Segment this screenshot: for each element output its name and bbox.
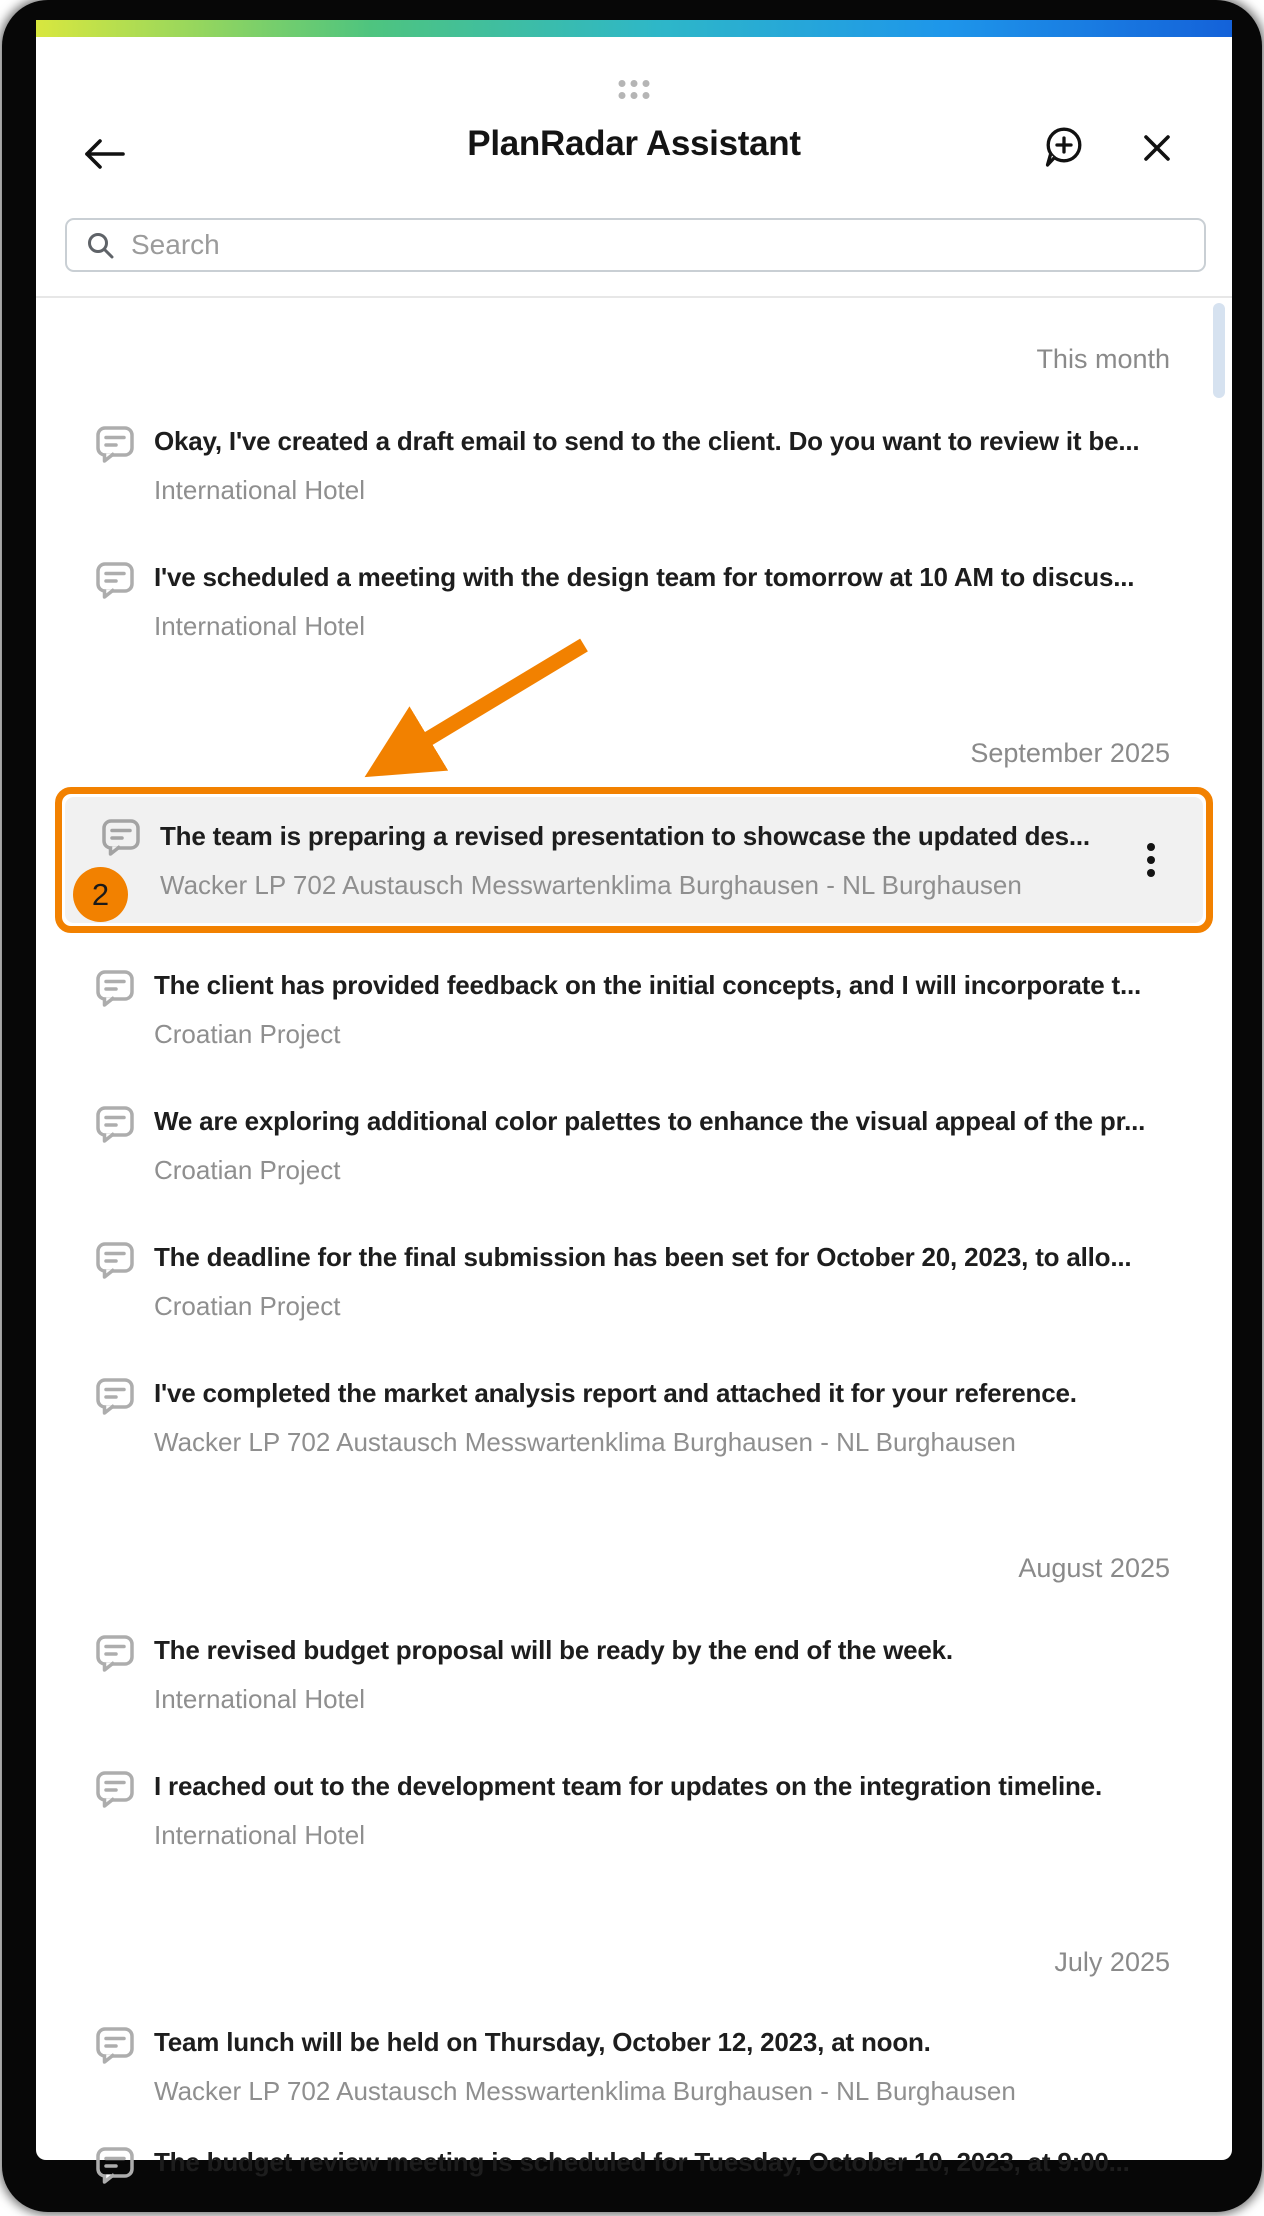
project-name: International Hotel <box>154 1820 366 1850</box>
project-name: International Hotel <box>154 611 366 641</box>
speech-bubble-plus-icon <box>1040 124 1086 172</box>
new-chat-button[interactable] <box>1040 124 1086 172</box>
project-name: Croatian Project <box>154 1019 341 1049</box>
project-name: Croatian Project <box>154 1155 341 1185</box>
message-preview: The deadline for the final submission has been set for October 20, 2023, to allo... <box>154 1242 1132 1272</box>
conversation-item[interactable] <box>95 424 1214 507</box>
conversation-item[interactable] <box>95 1104 1214 1187</box>
message-preview: The revised budget proposal will be ready by the end of the week. <box>154 1635 953 1665</box>
search-bar[interactable] <box>65 218 1206 272</box>
conversation-item[interactable] <box>95 560 1214 643</box>
conversation-item[interactable] <box>95 2145 1214 2194</box>
section-label: July 2025 <box>1054 1947 1170 1977</box>
drag-handle-icon[interactable] <box>619 80 650 99</box>
close-button[interactable] <box>1134 124 1180 172</box>
section-label: September 2025 <box>970 738 1170 768</box>
message-preview: Team lunch will be held on Thursday, October 12, 2023, at noon. <box>154 2027 931 2057</box>
chat-message-icon <box>95 2146 135 2189</box>
chat-message-icon <box>95 561 135 604</box>
section-label: This month <box>1036 344 1170 374</box>
project-name: Wacker LP 702 Austausch Messwartenklima Burghausen - NL Burghausen <box>154 1427 1016 1457</box>
search-input[interactable] <box>129 228 1186 262</box>
message-preview: The client has provided feedback on the initial concepts, and I will incorporate t... <box>154 970 1142 1000</box>
scrollbar-thumb[interactable] <box>1213 303 1225 398</box>
close-x-icon <box>1140 131 1174 165</box>
chat-message-icon <box>95 2026 135 2069</box>
header-divider <box>36 296 1232 298</box>
chat-message-icon <box>95 1377 135 1420</box>
brand-gradient-bar <box>36 20 1232 37</box>
message-preview: We are exploring additional color palettes to enhance the visual appeal of the pr... <box>154 1106 1146 1136</box>
chat-message-icon <box>95 1770 135 1813</box>
conversation-item[interactable] <box>95 968 1214 1051</box>
chat-message-icon <box>95 1241 135 1284</box>
unread-count-badge: 2 <box>73 867 128 922</box>
conversation-item[interactable] <box>95 1376 1214 1459</box>
message-preview: I've completed the market analysis report and attached it for your reference. <box>154 1378 1077 1408</box>
section-label: August 2025 <box>1018 1553 1170 1583</box>
search-icon <box>85 230 115 260</box>
chat-message-icon <box>95 425 135 468</box>
annotation-arrow-icon <box>356 623 606 793</box>
panel-header <box>36 120 1232 176</box>
conversation-item[interactable] <box>95 1769 1214 1852</box>
page-title: PlanRadar Assistant <box>467 124 801 163</box>
chat-message-icon <box>95 1634 135 1677</box>
project-name: Wacker LP 702 Austausch Messwartenklima Burghausen - NL Burghausen <box>154 2076 1016 2106</box>
conversation-item[interactable] <box>95 1240 1214 1323</box>
project-name: International Hotel <box>154 475 366 505</box>
project-name: International Hotel <box>154 1684 366 1714</box>
message-preview: I reached out to the development team for updates on the integration timeline. <box>154 1771 1102 1801</box>
project-name: Croatian Project <box>154 1291 341 1321</box>
message-preview: I've scheduled a meeting with the design team for tomorrow at 10 AM to discus... <box>154 562 1135 592</box>
message-preview: Okay, I've created a draft email to send to the client. Do you want to review it be... <box>154 426 1140 456</box>
chat-message-icon <box>95 1105 135 1148</box>
selected-conversation-item[interactable] <box>55 787 1213 933</box>
conversation-item[interactable] <box>95 2025 1214 2108</box>
conversation-item[interactable] <box>95 1633 1214 1716</box>
message-preview: The team is preparing a revised presentation to showcase the updated des... <box>160 820 1090 851</box>
more-options-button[interactable] <box>1141 837 1161 883</box>
message-preview: The budget review meeting is scheduled for Tuesday, October 10, 2023, at 9:00... <box>154 2147 1130 2177</box>
assistant-panel <box>36 20 1232 2177</box>
chat-message-icon <box>101 818 141 861</box>
project-name: Wacker LP 702 Austausch Messwartenklima Burghausen - NL Burghausen <box>160 869 1022 900</box>
chat-message-icon <box>95 969 135 1012</box>
